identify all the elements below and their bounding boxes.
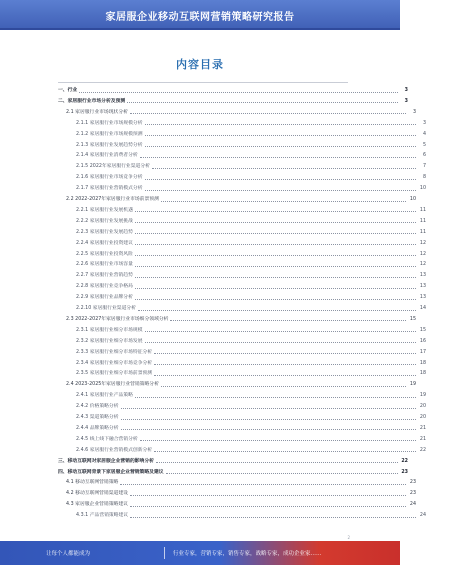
toc-entry[interactable] — [0, 250, 476, 258]
footer-divider — [164, 547, 165, 559]
toc-entry[interactable] — [0, 380, 466, 388]
toc-entry-page: 10 — [419, 186, 426, 192]
toc-entry-page: 20 — [419, 415, 426, 420]
toc-dot-leader — [145, 178, 417, 180]
toc-dot-leader — [130, 494, 406, 496]
toc-entry[interactable] — [0, 206, 476, 214]
toc-entry-label: 2.2.3 家居服行业发展趋势 — [76, 229, 133, 235]
toc-dot-leader — [130, 505, 406, 507]
toc-entry-label: 2.2.2 家居服行业发展挑战 — [76, 218, 133, 224]
footer-services: 行业专家，营销专家，销售专家，战略专家，成功企业家…… — [173, 551, 322, 557]
toc-entry[interactable] — [0, 424, 476, 432]
toc-entry[interactable] — [0, 391, 476, 399]
toc-entry-label: 2.2.1 家居服行业发展机遇 — [76, 207, 133, 213]
toc-dot-leader — [135, 298, 416, 300]
toc-entry[interactable] — [0, 162, 476, 170]
toc-entry-label: 一、行业 — [58, 88, 78, 93]
toc-entry-label: 2.4.5 线上线下融合营销分析 — [76, 436, 138, 442]
toc-heading: 内容目录 — [176, 58, 224, 71]
toc-entry[interactable] — [0, 217, 476, 225]
toc-dot-leader — [154, 363, 416, 365]
toc-entry[interactable] — [0, 282, 476, 290]
toc-entry-label: 2.1.5 2022年家居服行业渠道分析 — [76, 164, 150, 170]
toc-entry-page: 13 — [419, 295, 426, 301]
toc-dot-leader — [166, 472, 398, 474]
toc-entry-label: 2.1.4 家居服行业消费者分析 — [76, 153, 138, 159]
toc-dot-leader — [152, 167, 416, 169]
toc-entry-page: 15 — [419, 327, 426, 333]
toc-dot-leader — [121, 418, 416, 420]
toc-dot-leader — [135, 287, 416, 289]
toc-entry-page: 20 — [419, 404, 426, 410]
toc-dot-leader — [121, 407, 416, 409]
toc-entry[interactable] — [0, 86, 458, 94]
toc-dot-leader — [79, 91, 398, 93]
toc-entry-page: 13 — [419, 273, 426, 279]
toc-entry-label: 2.3.4 家居服行业细分市场竞争分析 — [76, 360, 153, 366]
toc-entry-label: 2.4.2 价格策略分析 — [76, 404, 119, 410]
toc-dot-leader — [154, 352, 416, 354]
toc-entry[interactable] — [0, 173, 476, 181]
toc-entry-page: 13 — [419, 284, 426, 290]
toc-entry-label: 2.3.5 家居服行业细分市场前景预测 — [76, 371, 153, 377]
toc-entry-page: 12 — [419, 240, 426, 246]
toc-entry-page: 11 — [419, 229, 426, 235]
toc-dot-leader — [120, 483, 406, 485]
toc-dot-leader — [145, 134, 417, 136]
toc-entry-label: 4.3 家居服企业营销策略建议 — [66, 502, 128, 508]
toc-entry-page: 19 — [419, 393, 426, 399]
toc-dot-leader — [145, 189, 417, 191]
toc-dot-leader — [145, 330, 417, 332]
toc-dot-leader — [161, 200, 406, 202]
toc-entry[interactable] — [0, 260, 476, 268]
toc-dot-leader — [121, 428, 416, 430]
toc-entry[interactable] — [0, 359, 476, 367]
toc-entry-page: 10 — [409, 197, 416, 202]
toc-dot-leader — [135, 276, 416, 278]
toc-entry-label: 2.1.2 家居服行业市场规模预测 — [76, 131, 143, 137]
toc-dot-leader — [145, 145, 417, 147]
toc-dot-leader — [135, 232, 416, 234]
toc-dot-leader — [170, 319, 406, 321]
toc-entry[interactable] — [0, 184, 476, 192]
toc-entry[interactable] — [0, 413, 476, 421]
toc-entry[interactable] — [0, 239, 476, 247]
toc-entry-label: 2.2.8 家居服行业竞争格局 — [76, 284, 133, 290]
toc-entry-label: 2.4.4 品牌策略分析 — [76, 425, 119, 431]
toc-entry-page: 22 — [419, 447, 426, 453]
toc-entry[interactable] — [0, 108, 466, 116]
toc-dot-leader — [130, 112, 406, 114]
toc-entry-page: 14 — [419, 306, 426, 311]
toc-entry-page: 23 — [401, 469, 408, 475]
toc-entry[interactable] — [0, 489, 466, 497]
toc-entry[interactable] — [0, 337, 476, 345]
toc-dot-leader — [135, 254, 416, 256]
toc-entry[interactable] — [0, 435, 476, 443]
toc-entry-page: 21 — [419, 436, 426, 442]
toc-entry-label: 4.2 移动互联网营销渠道建设 — [66, 491, 128, 497]
toc-entry-label: 2.2.10 家居服行业渠道分析 — [76, 306, 136, 311]
toc-entry[interactable] — [0, 500, 466, 508]
toc-entry-page: 3 — [412, 109, 416, 115]
toc-entry[interactable] — [0, 228, 476, 236]
toc-entry-page: 19 — [409, 382, 416, 388]
toc-entry-label: 2.2.9 家居服行业品牌分析 — [76, 295, 133, 301]
toc-entry-page: 12 — [419, 251, 426, 257]
footer-slogan: 让每个人都能成为 — [46, 551, 91, 557]
toc-entry-label: 2.4 2023-2025年家居服行业营销策略分析 — [66, 382, 159, 388]
toc-dot-leader — [135, 243, 416, 245]
toc-entry-page: 23 — [409, 480, 416, 486]
toc-entry-label: 2.1 家居服行业市场现状分析 — [66, 109, 128, 115]
toc-entry-page: 24 — [409, 502, 416, 508]
toc-entry-page: 12 — [419, 262, 426, 268]
toc-entry-label: 2.3.1 家居服行业细分市场规模 — [76, 327, 143, 333]
toc-entry[interactable] — [0, 271, 476, 279]
toc-entry-label: 2.2.5 家居服行业投资风险 — [76, 251, 133, 257]
toc-entry[interactable] — [0, 326, 476, 334]
toc-entry-label: 2.3.2 家居服行业细分市场发展 — [76, 338, 143, 344]
toc-entry[interactable] — [0, 195, 466, 203]
toc-entry[interactable] — [0, 478, 466, 486]
toc-dot-leader — [135, 210, 416, 212]
toc-entry-page: 3 — [404, 98, 408, 104]
toc-entry-page: 21 — [419, 425, 426, 431]
toc-entry-page: 18 — [419, 360, 426, 366]
toc-entry-page: 22 — [401, 458, 408, 464]
toc-entry-page: 6 — [422, 153, 426, 159]
toc-dot-leader — [130, 516, 416, 518]
page-number: 2 — [347, 535, 350, 540]
toc-entry-page: 23 — [409, 491, 416, 497]
toc-entry-page: 11 — [419, 207, 426, 213]
report-header-banner — [0, 0, 400, 30]
table-of-contents — [0, 86, 426, 531]
toc-dot-leader — [135, 396, 416, 398]
toc-dot-leader — [161, 385, 406, 387]
toc-entry-page: 18 — [419, 371, 426, 377]
toc-dot-leader — [138, 309, 416, 311]
toc-entry-label: 4.1 移动互联网营销策略 — [66, 480, 119, 486]
toc-entry[interactable] — [0, 141, 476, 149]
toc-entry-label: 2.4.6 家居服行业营销模式创新分析 — [76, 447, 153, 453]
toc-entry[interactable] — [0, 304, 476, 312]
toc-entry-label: 2.3.3 家居服行业细分市场特征分析 — [76, 349, 153, 355]
toc-entry[interactable] — [0, 369, 476, 377]
toc-dot-leader — [135, 265, 416, 267]
toc-entry[interactable] — [0, 348, 476, 356]
toc-entry-label: 2.2.7 家居服行业营销趋势 — [76, 273, 133, 279]
toc-entry-label: 2.2.4 家居服行业投资建议 — [76, 240, 133, 246]
toc-entry-label: 2.1.1 家居服行业市场规模分析 — [76, 120, 143, 126]
toc-entry-label: 2.4.3 渠道策略分析 — [76, 415, 119, 420]
toc-dot-leader — [154, 374, 416, 376]
toc-dot-leader — [156, 461, 398, 463]
toc-dot-leader — [135, 221, 416, 223]
toc-dot-leader — [140, 156, 416, 158]
toc-entry[interactable] — [0, 97, 458, 105]
toc-entry-label: 4.3.1 产品营销策略建议 — [76, 513, 129, 519]
toc-entry[interactable] — [0, 151, 476, 159]
toc-entry-label: 2.3 2022-2027年家居服行业市场细分领域分析 — [66, 316, 169, 322]
toc-entry-label: 2.1.6 家居服行业市场竞争分析 — [76, 175, 143, 181]
toc-entry[interactable] — [0, 457, 458, 465]
toc-entry[interactable] — [0, 293, 476, 301]
toc-entry[interactable] — [0, 315, 466, 323]
toc-entry[interactable] — [0, 130, 476, 138]
toc-entry-label: 2.2.6 家居服行业市场容量 — [76, 262, 133, 268]
toc-entry-page: 5 — [422, 142, 426, 148]
toc-divider — [58, 82, 348, 83]
toc-dot-leader — [140, 439, 416, 441]
toc-entry-page: 15 — [409, 316, 416, 322]
toc-entry-page: 17 — [419, 349, 426, 355]
toc-entry[interactable] — [0, 402, 476, 410]
toc-entry-label: 2.1.7 家居服行业营销模式分析 — [76, 186, 143, 192]
toc-entry[interactable] — [0, 468, 458, 476]
toc-entry[interactable] — [0, 446, 476, 454]
toc-entry-page: 3 — [404, 88, 408, 93]
toc-entry-page: 11 — [419, 218, 426, 224]
toc-entry-label: 三、移动互联网对家居服企业营销的影响分析 — [58, 458, 154, 464]
toc-entry-label: 2.2 2022-2027年家居服行业市场前景预测 — [66, 197, 159, 202]
report-title: 家居服企业移动互联网营销策略研究报告 — [105, 11, 295, 23]
footer-banner — [0, 541, 400, 565]
toc-entry-label: 2.1.3 家居服行业发展趋势分析 — [76, 142, 143, 148]
toc-entry-page: 24 — [419, 513, 426, 519]
toc-dot-leader — [145, 123, 417, 125]
toc-dot-leader — [145, 341, 417, 343]
toc-dot-leader — [127, 101, 398, 103]
toc-entry[interactable] — [0, 511, 476, 519]
toc-entry-label: 四、移动互联网背景下家居服企业营销策略及建议 — [58, 469, 164, 475]
toc-entry-page: 16 — [419, 338, 426, 344]
toc-entry-page: 7 — [422, 164, 426, 170]
toc-dot-leader — [154, 450, 416, 452]
toc-entry-page: 8 — [422, 175, 426, 181]
toc-entry-label: 2.4.1 家居服行业产品策略 — [76, 393, 133, 399]
toc-entry-label: 二、家居服行业市场分析及预测 — [58, 98, 126, 104]
toc-entry[interactable] — [0, 119, 476, 127]
toc-entry-page: 3 — [422, 120, 426, 126]
toc-entry-page: 4 — [422, 131, 426, 137]
